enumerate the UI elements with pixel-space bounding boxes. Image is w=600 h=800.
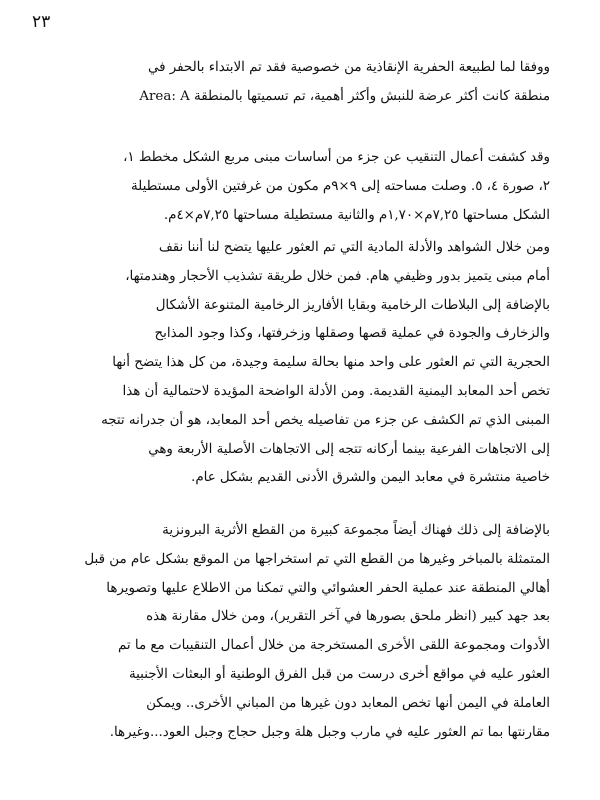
paragraph-line: منطقة كانت أكثر عرضة للنبش وأكثر أهمية، تم تسميتها بالمنطقة Area: A [139, 88, 550, 104]
paragraph-line: العاملة في اليمن أنها تخص المعابد دون غيرها من المباني الأخرى.. ويمكن [146, 695, 550, 711]
paragraph-line: ٢، صورة ٤، ٥. وصلت مساحته إلى ٩×٩م مكون من غرفتين الأولى مستطيلة [131, 178, 550, 194]
page-number: ٢٣ [32, 12, 51, 32]
paragraph-line: الشكل مساحتها ٧,٢٥م×١,٧٠م والثانية مستطيلة مساحتها ٧,٢٥م×٤م. [163, 207, 550, 223]
paragraph-line: خاصية منتشرة في معابد اليمن والشرق الأدنى القديم بشكل عام. [191, 470, 550, 486]
paragraph-3 [50, 234, 550, 493]
paragraph-line: أمام مبنى يتميز بدور وظيفي هام. فمن خلال طريقة تشذيب الأحجار وهندمتها، [125, 268, 550, 284]
paragraph-line: والزخارف والجودة في عملية قصها وصقلها وزخرفتها، وكذا وجود المذابح [154, 326, 550, 342]
paragraph-line: وقد كشفت أعمال التنقيب عن جزء من أساسات مبنى مربع الشكل مخطط ١، [123, 150, 550, 165]
paragraph-line: المتمثلة بالمباخر وغيرها من القطع التي تم استخراجها من الموقع بشكل عام من قبل [84, 551, 550, 567]
paragraph-4 [50, 517, 550, 747]
paragraph-line: بالإضافة إلى البلاطات الرخامية وبقايا الأفاريز الرخامية المتنوعة الأشكال [155, 297, 550, 313]
paragraph-line: المبنى الذي تم الكشف عن جزء من تفاصيله يخص أحد المعابد، هو أن جدرانه تتجه [101, 412, 550, 428]
paragraph-line: بعد جهد كبير (انظر ملحق بصورها في آخر التقرير)، ومن خلال مقارنة هذه [146, 609, 550, 625]
paragraph-line: بالإضافة إلى ذلك فهناك أيضاً مجموعة كبيرة من القطع الأثرية البرونزية [162, 523, 550, 538]
paragraph-line: العثور عليه في مواقع أخرى درست من قبل الفرق الوطنية أو البعثات الأجنبية [128, 666, 550, 682]
paragraph-line: ووفقا لما لطبيعة الحفرية الإنقاذية من خصوصية فقد تم الابتداء بالحفر في [147, 60, 550, 75]
paragraph-1 [50, 54, 550, 112]
paragraph-line: ومن خلال الشواهد والأدلة المادية التي تم العثور عليها يتضح لنا أننا نقف [158, 240, 550, 255]
paragraph-line: الأدوات ومجموعة اللقى الأخرى المستخرجة من خلال أعمال التنقيبات مع ما تم [118, 638, 550, 654]
paragraph-line: إلى الاتجاهات الفرعية بينما أركانه تتجه إلى الاتجاهات الأصلية الأربعة وهي [148, 441, 550, 457]
paragraph-2 [50, 144, 550, 230]
paragraph-line: أهالي المنطقة عند عملية الحفر العشوائي والتي تمكنا من الاطلاع عليها وتصويرها [106, 580, 550, 596]
paragraph-line: تخص أحد المعابد اليمنية القديمة. ومن الأدلة الواضحة المؤيدة لاحتمالية أن هذا [122, 383, 550, 399]
paragraph-line: مقارنتها بما تم العثور عليه في مارب وجبل هلة وجبل حجاج وجبل العود...وغيرها. [109, 724, 550, 740]
paragraph-line: الحجرية التي تم العثور على واحد منها بحالة سليمة وجيدة، من كل هذا يتضح أنها [112, 355, 550, 371]
